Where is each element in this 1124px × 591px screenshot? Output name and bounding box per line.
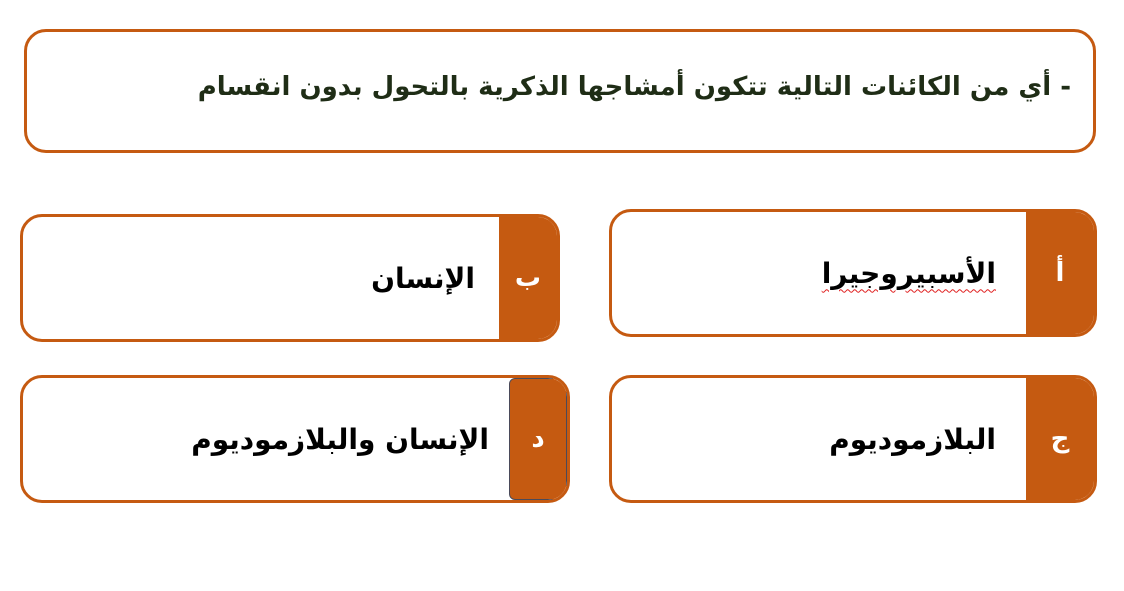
question-text: - أي من الكائنات التالية تتكون أمشاجها الذكرية بالتحول بدون انقسام bbox=[197, 72, 1071, 102]
option-b-letter: ب bbox=[499, 217, 557, 339]
option-c-letter: ج bbox=[1026, 378, 1094, 500]
option-d-text: الإنسان والبلازموديوم bbox=[191, 422, 489, 456]
option-b[interactable] bbox=[20, 214, 560, 342]
option-c[interactable] bbox=[609, 375, 1097, 503]
option-d[interactable] bbox=[20, 375, 570, 503]
question-box bbox=[24, 29, 1096, 153]
option-d-letter: د bbox=[509, 378, 567, 500]
option-a-text bbox=[822, 212, 996, 334]
option-a-label: الأسبيروجيرا bbox=[821, 256, 996, 290]
option-c-text: البلازموديوم bbox=[829, 422, 996, 456]
option-b-text: الإنسان bbox=[371, 261, 475, 295]
option-a[interactable] bbox=[609, 209, 1097, 337]
option-a-letter: أ bbox=[1026, 212, 1094, 334]
